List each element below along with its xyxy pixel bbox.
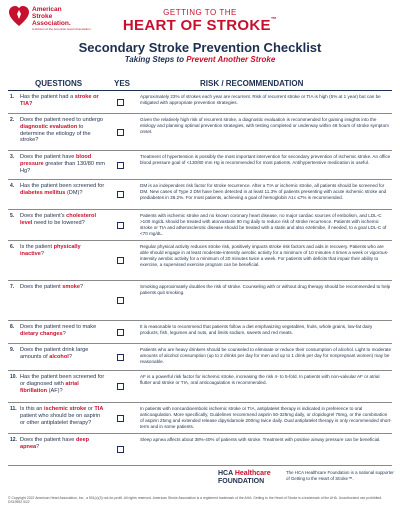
yes-checkbox[interactable] (117, 446, 124, 453)
yes-checkbox[interactable] (117, 191, 124, 198)
row-number: 1. (10, 94, 15, 100)
row-number: 2. (10, 117, 15, 123)
checklist-row (0, 344, 400, 371)
row-recommendation: DM is an independent risk factor for stroke recurrence. After a TIA or ischemic stroke, all patients should be screened for DM. New cases of Type 2 DM have been detected in at least 11.3% of patients presenting with acute ischemic stroke and prediabetes in 36.2%. For most patients, achieving a goal of hemoglobin A1c ≤7% is recommended. (140, 183, 387, 200)
yes-checkbox[interactable] (117, 415, 124, 422)
checklist-row (0, 371, 400, 403)
footer (0, 466, 400, 518)
questions-column-header: QUESTIONS (35, 79, 83, 88)
yes-column-header: YES (114, 79, 131, 88)
yes-checkbox[interactable] (117, 129, 124, 136)
yes-checkbox[interactable] (117, 257, 124, 264)
checklist-row (0, 241, 400, 281)
row-question: Does the patient have blood pressure greater than 130/80 mm Hg? (20, 154, 105, 174)
page-subtitle: Taking Steps to Prevent Another Stroke (124, 55, 276, 64)
checklist-row (0, 210, 400, 241)
row-question: Is this an ischemic stroke or TIA patient who should be on aspirin or other antiplatelet therapy? (20, 406, 104, 426)
yes-checkbox[interactable] (117, 383, 124, 390)
yes-checkbox[interactable] (117, 297, 124, 304)
row-number: 10. (10, 374, 17, 380)
row-recommendation: Approximately 23% of strokes each year are recurrent. Risk of recurrent stroke or TIA is high (5% at 1 year) but can be mitigated with appropriate prevention strategies. (140, 94, 381, 105)
aha-tagline: A division of the American Heart Association (32, 27, 91, 31)
yes-checkbox[interactable] (117, 222, 124, 229)
row-number: 5. (10, 213, 15, 219)
checklist-row (0, 114, 400, 151)
row-recommendation: Sleep apnea affects about 38%-40% of patients with stroke. Treatment with positive airway pressure can be beneficial. (140, 437, 381, 442)
program-main: HEART OF STROKE™ (122, 17, 278, 34)
row-number: 11. (10, 406, 17, 412)
checklist-row (0, 180, 400, 210)
hca-description: The HCA Healthcare Foundation is a national supporter of Getting to the Heart of Stroke™. (286, 470, 394, 481)
row-question: Does the patient's cholesterol level need to be lowered? (20, 213, 97, 226)
row-recommendation: Patients with ischemic stroke and no known coronary heart disease, no major cardiac sources of embolism, and LDL-C >100 mg/dL should be treated with atorvastatin 80 mg daily to reduce risk of stroke recurrence. Patients with ischemic stroke or TIA and atherosclerotic disease should be treated with a statin and also ezetimibe, if needed, to a goal LDL-C of <70 mg/dL. (140, 213, 387, 236)
row-number: 6. (10, 244, 15, 250)
yes-checkbox[interactable] (117, 329, 124, 336)
row-question: Does the patient have deep apnea? (20, 437, 90, 450)
program-top: GETTING TO THE (163, 8, 237, 17)
row-question: Does the patient need to undergo diagnostic evaluation to determine the etiology of the stroke? (20, 117, 104, 144)
row-question: Does the patient need to make dietary changes? (20, 324, 97, 337)
row-number: 8. (10, 324, 15, 330)
row-recommendation: It is reasonable to recommend that patients follow a diet emphasizing vegetables, fruits, whole grains, low-fat dairy products, fish, legumes and nuts, and limits sodium, sweets and red meats. (140, 324, 373, 335)
row-question: Is the patient physically inactive? (20, 244, 81, 257)
row-question: Has the patient been screened for diabetes mellitus (DM)? (20, 183, 105, 196)
row-recommendation: Regular physical activity reduces stroke risk, positively impacts stroke risk factors and aids in recovery. Patients who are able should engage in at least moderate-intensity aerobic activity for a minimum of 10 minutes 4 times a week or vigorous-intensity aerobic activity for a minimum of 20 minutes twice a week. For patients with deficits that impair their ability to exercise, a supervised exercise program can be beneficial. (140, 244, 389, 267)
row-number: 4. (10, 183, 15, 189)
row-number: 12. (10, 437, 17, 443)
checklist-row (0, 91, 400, 114)
yes-checkbox[interactable] (117, 162, 124, 169)
row-recommendation: Patients who are heavy drinkers should be counseled to eliminate or reduce their consumption of alcohol. Light to moderate amounts of alcohol consumption (up to 2 drinks per day for men and up to 1 drink per day for nonpregnant women) may be reasonable. (140, 347, 392, 364)
row-question: Has the patient had a stroke or TIA? (20, 94, 99, 107)
page-title: Secondary Stroke Prevention Checklist (78, 40, 322, 55)
row-question: Does the patient drink large amounts of alcohol? (20, 347, 89, 360)
yes-checkbox[interactable] (117, 99, 124, 106)
risk-column-header: RISK / RECOMMENDATION (200, 79, 304, 88)
row-recommendation: AF is a powerful risk factor for ischemic stroke, increasing the risk 4- to 5-fold. In patients with non-valvular AF or atrial flutter and stroke or TIA, oral anticoagulation is recommended. (140, 374, 380, 385)
checklist-row (0, 151, 400, 180)
yes-checkbox[interactable] (117, 354, 124, 361)
aha-name: American Stroke Association. (32, 6, 71, 27)
row-recommendation: Smoking approximately doubles the risk of stroke. Counseling with or without drug therapy should be recommended to help patients quit smoking. (140, 284, 391, 295)
row-question: Does the patient smoke? (20, 284, 84, 290)
row-recommendation: In patients with noncardioembolic ischemic stroke or TIA, antiplatelet therapy is indicated in preference to oral anticoagulation. More specifically, Guidelines recommend aspirin 50-325mg daily, or clopidogrel 75mg, or the combination of aspirin 25mg and extended release dipyridamole 200mg twice daily. Dual antiplatelet therapy is only recommended short-term and in some patients. (140, 406, 392, 429)
row-number: 7. (10, 284, 15, 290)
hca-foundation-logo: HCA Healthcare FOUNDATION (218, 470, 271, 485)
header (0, 0, 400, 86)
checklist-row (0, 434, 400, 466)
checklist-row (0, 403, 400, 434)
row-number: 3. (10, 154, 15, 160)
legal-text: © Copyright 2022 American Heart Association, Inc., a 501(c)(3) not-for-profit. All rights reserved. American Stroke Association is a registered trademark of the AHA. Getting to the Heart of Stroke is a trademark of the AHA. Unauthorized use prohibited. DS19592 5/22 (8, 496, 383, 505)
row-recommendation: Given the relatively high risk of recurrent stroke, a diagnostic evaluation is recommended for gaining insights into the etiology and planning optimal prevention strategies, with testing completed or underway within 48 hours of stroke symptom onset. (140, 117, 389, 134)
row-number: 9. (10, 347, 15, 353)
checklist-row (0, 321, 400, 344)
checklist-row (0, 281, 400, 321)
row-recommendation: Treatment of hypertension is possibly the most important intervention for secondary prevention of ischemic stroke. An office blood pressure goal of <130/80 mm Hg is recommended for most patients. Antihypertensive medication is useful. (140, 154, 391, 165)
row-question: Has the patient been screened for or diagnosed with atrial fibrillation (AF)? (20, 374, 105, 394)
